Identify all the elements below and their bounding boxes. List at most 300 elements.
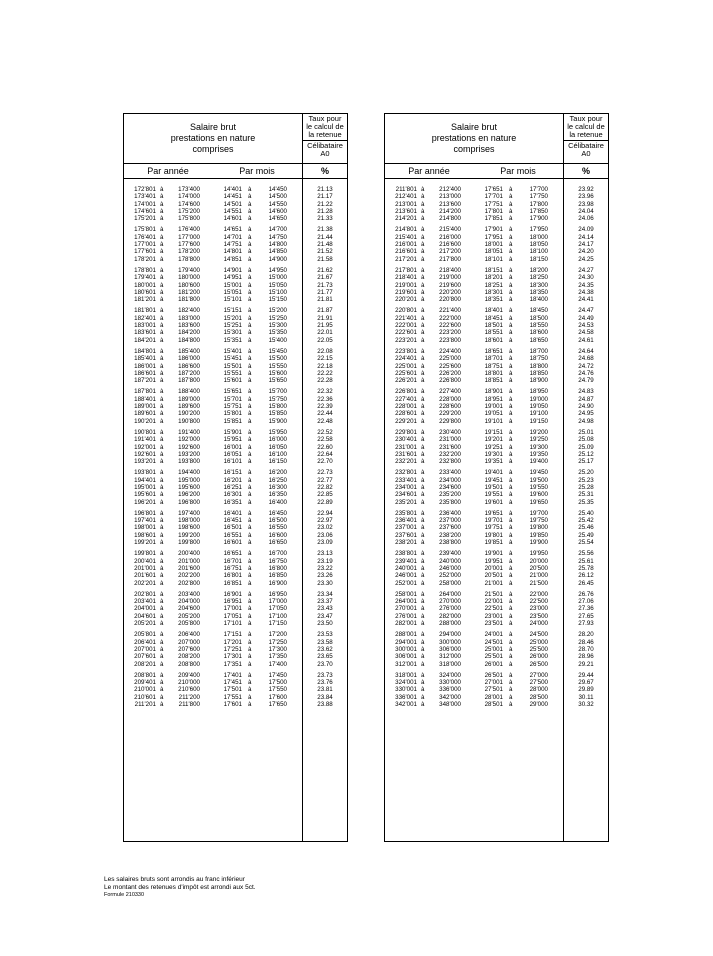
month-connector: à [248,200,252,208]
year-to: 204'600 [178,605,200,613]
year-connector: à [421,483,425,491]
month-to: 18'950 [529,388,548,396]
year-from: 222'001 [395,322,417,330]
month-from: 19'701 [484,517,503,525]
month-from: 15'001 [223,281,242,289]
month-from: 17'251 [223,645,242,653]
year-connector: à [421,388,425,396]
table-row [124,429,347,436]
year-to: 183'600 [178,322,200,330]
rate-value: 21.73 [317,281,333,289]
rate-header-line2: le calcul de [567,122,605,131]
month-from: 19'301 [484,450,503,458]
month-from: 16'601 [223,539,242,547]
table-row [385,329,608,336]
month-to: 16'400 [268,498,287,506]
year-to: 217'200 [439,248,461,256]
year-from: 180'001 [134,281,156,289]
table-row [124,565,347,572]
month-to: 15'450 [268,347,287,355]
table-row [124,282,347,289]
month-from: 16'301 [223,491,242,499]
rate-value: 25.35 [578,498,594,506]
table-row [385,370,608,377]
year-connector: à [421,598,425,606]
table-row [385,186,608,193]
month-from: 21'501 [484,590,503,598]
year-from: 186'001 [134,362,156,370]
table-row [124,274,347,281]
col-header-year: Par année [147,166,189,176]
month-connector: à [248,557,252,565]
rate-value: 23.02 [317,524,333,532]
month-from: 24'001 [484,631,503,639]
month-to: 17'200 [268,631,287,639]
month-to: 17'300 [268,645,287,653]
year-from: 198'601 [134,531,156,539]
rate-value: 22.82 [317,483,333,491]
year-connector: à [160,653,164,661]
year-connector: à [421,377,425,385]
month-from: 17'601 [223,701,242,708]
year-from: 216'001 [395,241,417,249]
month-to: 18'550 [529,322,548,330]
year-from: 188'401 [134,395,156,403]
year-to: 201'600 [178,564,200,572]
month-to: 17'000 [268,598,287,606]
month-from: 18'351 [484,296,503,304]
year-to: 219'600 [439,281,461,289]
rate-value: 24.47 [578,307,594,315]
year-from: 204'001 [134,605,156,613]
year-connector: à [421,458,425,466]
table-row [385,517,608,524]
year-to: 228'000 [439,395,461,403]
rate-header-line3: la retenue [569,130,603,139]
year-from: 300'001 [395,645,417,653]
row-group [124,348,347,384]
rate-value: 24.25 [578,255,594,263]
table-row [385,388,608,395]
year-to: 218'400 [439,266,461,274]
month-from: 15'501 [223,362,242,370]
month-from: 15'901 [223,428,242,436]
month-from: 14'601 [223,215,242,223]
year-to: 330'000 [439,679,461,687]
year-from: 189'001 [134,403,156,411]
rate-value: 23.50 [317,620,333,628]
year-to: 216'000 [439,233,461,241]
rate-value: 21.28 [317,207,333,215]
year-from: 211'201 [134,701,156,708]
year-connector: à [421,347,425,355]
year-connector: à [160,612,164,620]
month-connector: à [248,443,252,451]
table-row [385,226,608,233]
year-from: 187'201 [134,377,156,385]
month-from: 16'001 [223,443,242,451]
month-connector: à [248,403,252,411]
year-to: 206'400 [178,631,200,639]
row-group [124,429,347,465]
year-connector: à [421,605,425,613]
row-group [124,469,347,505]
month-from: 15'951 [223,436,242,444]
year-from: 217'201 [395,255,417,263]
rate-header [303,115,347,158]
year-from: 199'201 [134,539,156,547]
month-connector: à [509,388,513,396]
year-to: 180'000 [178,274,200,282]
month-from: 22'501 [484,605,503,613]
year-to: 201'000 [178,557,200,565]
year-connector: à [421,200,425,208]
rate-value: 22.73 [317,469,333,477]
year-connector: à [160,686,164,694]
month-from: 23'001 [484,612,503,620]
year-connector: à [160,693,164,701]
month-connector: à [509,638,513,646]
table-row [385,274,608,281]
month-to: 16'300 [268,483,287,491]
rate-value: 24.72 [578,362,594,370]
table-row [385,620,608,627]
year-connector: à [160,550,164,558]
rate-value: 24.49 [578,314,594,322]
rate-value: 25.17 [578,458,594,466]
rate-value: 22.08 [317,347,333,355]
month-from: 15'251 [223,322,242,330]
year-from: 192'001 [134,443,156,451]
year-to: 185'400 [178,347,200,355]
year-connector: à [421,564,425,572]
table-row [385,396,608,403]
year-connector: à [160,395,164,403]
month-connector: à [509,307,513,315]
table-row [124,410,347,417]
table-row [385,307,608,314]
table-row [385,558,608,565]
month-to: 29'000 [529,701,548,708]
rate-value: 21.17 [317,193,333,201]
rate-value: 24.30 [578,274,594,282]
month-connector: à [248,660,252,668]
rate-value: 23.13 [317,550,333,558]
month-to: 18'250 [529,274,548,282]
month-to: 15'800 [268,403,287,411]
month-connector: à [248,388,252,396]
year-from: 175'201 [134,215,156,223]
year-connector: à [421,509,425,517]
month-from: 16'551 [223,531,242,539]
year-from: 178'201 [134,255,156,263]
month-from: 15'851 [223,417,242,425]
year-to: 226'800 [439,377,461,385]
year-connector: à [421,233,425,241]
month-from: 19'051 [484,410,503,418]
month-to: 14'850 [268,248,287,256]
table-row [124,451,347,458]
row-group [385,307,608,343]
rate-value: 21.58 [317,255,333,263]
year-from: 185'401 [134,355,156,363]
month-to: 21'000 [529,572,548,580]
year-from: 312'001 [395,660,417,668]
year-connector: à [160,443,164,451]
year-from: 219'601 [395,288,417,296]
month-connector: à [509,598,513,606]
tax-table-right [384,113,609,842]
footer-rounding-salary: Les salaires bruts sont arrondis au franc inférieur [104,876,245,883]
year-to: 342'000 [439,693,461,701]
month-to: 19'750 [529,517,548,525]
year-connector: à [160,605,164,613]
year-connector: à [160,403,164,411]
table-row [385,348,608,355]
month-connector: à [248,450,252,458]
month-to: 17'150 [268,620,287,628]
year-to: 207'000 [178,638,200,646]
year-to: 225'600 [439,362,461,370]
year-connector: à [421,450,425,458]
year-from: 194'401 [134,476,156,484]
year-connector: à [160,539,164,547]
year-connector: à [160,450,164,458]
row-group [124,510,347,546]
year-from: 330'001 [395,686,417,694]
year-to: 204'000 [178,598,200,606]
month-from: 16'351 [223,498,242,506]
rate-value: 22.60 [317,443,333,451]
month-from: 17'301 [223,653,242,661]
year-from: 196'201 [134,498,156,506]
month-connector: à [248,693,252,701]
month-connector: à [509,450,513,458]
table-row [385,377,608,384]
month-to: 18'350 [529,288,548,296]
table-row [124,348,347,355]
year-to: 217'800 [439,255,461,263]
rate-header-line2: le calcul de [306,122,344,131]
year-to: 238'200 [439,531,461,539]
row-group [124,186,347,222]
year-connector: à [160,362,164,370]
month-to: 19'400 [529,458,548,466]
month-from: 18'201 [484,274,503,282]
year-to: 240'000 [439,557,461,565]
month-connector: à [248,631,252,639]
row-group [385,591,608,627]
month-connector: à [248,207,252,215]
year-from: 238'201 [395,539,417,547]
table-row [124,307,347,314]
rate-header [564,115,608,158]
rate-value: 23.53 [317,631,333,639]
month-connector: à [248,509,252,517]
row-group [385,429,608,465]
month-connector: à [509,336,513,344]
month-to: 16'250 [268,476,287,484]
year-from: 175'801 [134,226,156,234]
row-group [385,469,608,505]
year-from: 229'201 [395,417,417,425]
year-to: 222'000 [439,314,461,322]
year-to: 180'600 [178,281,200,289]
year-to: 198'600 [178,524,200,532]
year-connector: à [160,531,164,539]
year-from: 228'001 [395,403,417,411]
rate-value: 23.92 [578,186,594,193]
rate-value: 22.97 [317,517,333,525]
month-connector: à [509,590,513,598]
year-from: 232'201 [395,458,417,466]
month-connector: à [248,638,252,646]
rate-value: 23.65 [317,653,333,661]
year-from: 202'201 [134,579,156,587]
month-connector: à [509,355,513,363]
table-row [385,539,608,546]
rate-value: 25.54 [578,539,594,547]
month-connector: à [248,598,252,606]
month-from: 19'801 [484,531,503,539]
month-from: 17'501 [223,686,242,694]
year-from: 276'001 [395,612,417,620]
year-connector: à [421,531,425,539]
rate-value: 22.94 [317,509,333,517]
year-connector: à [160,322,164,330]
year-to: 177'000 [178,233,200,241]
year-from: 236'401 [395,517,417,525]
year-from: 223'801 [395,347,417,355]
table-row [385,282,608,289]
year-from: 237'601 [395,531,417,539]
table-row [385,289,608,296]
year-connector: à [160,491,164,499]
rate-value: 23.47 [317,612,333,620]
month-connector: à [248,498,252,506]
month-to: 19'550 [529,483,548,491]
month-connector: à [248,458,252,466]
month-connector: à [509,660,513,668]
month-connector: à [248,572,252,580]
rate-value: 23.70 [317,660,333,668]
year-connector: à [160,620,164,628]
month-to: 18'200 [529,266,548,274]
row-group [385,672,608,708]
year-to: 174'600 [178,200,200,208]
rate-value: 21.81 [317,296,333,304]
month-from: 17'401 [223,671,242,679]
rate-value: 25.12 [578,450,594,458]
table-row [124,510,347,517]
rate-value: 22.39 [317,403,333,411]
rate-value: 21.22 [317,200,333,208]
month-from: 18'601 [484,336,503,344]
month-connector: à [509,436,513,444]
year-to: 177'600 [178,241,200,249]
table-row [124,377,347,384]
year-from: 187'801 [134,388,156,396]
month-to: 18'800 [529,362,548,370]
month-to: 15'500 [268,355,287,363]
table-row [124,322,347,329]
year-from: 195'601 [134,491,156,499]
rate-value: 25.31 [578,491,594,499]
year-connector: à [421,417,425,425]
month-from: 18'751 [484,362,503,370]
month-to: 15'150 [268,296,287,304]
year-from: 225'601 [395,369,417,377]
year-to: 336'000 [439,686,461,694]
year-from: 227'401 [395,395,417,403]
year-from: 217'801 [395,266,417,274]
table-row [124,388,347,395]
month-connector: à [509,377,513,385]
year-from: 226'201 [395,377,417,385]
row-group [124,267,347,303]
month-from: 14'951 [223,274,242,282]
rate-value: 21.52 [317,248,333,256]
table-row [124,672,347,679]
year-to: 209'400 [178,671,200,679]
month-from: 20'001 [484,564,503,572]
month-from: 16'851 [223,579,242,587]
month-to: 20'500 [529,564,548,572]
year-connector: à [160,336,164,344]
month-from: 18'401 [484,307,503,315]
month-connector: à [509,281,513,289]
month-from: 19'201 [484,436,503,444]
month-to: 16'450 [268,509,287,517]
year-connector: à [160,417,164,425]
table-row [124,370,347,377]
table-row [124,572,347,579]
month-from: 17'101 [223,620,242,628]
year-to: 202'800 [178,579,200,587]
month-from: 16'101 [223,458,242,466]
rate-value: 23.26 [317,572,333,580]
month-connector: à [509,620,513,628]
year-connector: à [160,564,164,572]
rate-value: 25.61 [578,557,594,565]
year-to: 208'200 [178,653,200,661]
month-connector: à [248,417,252,425]
month-connector: à [509,233,513,241]
month-from: 26'001 [484,660,503,668]
month-to: 18'100 [529,248,548,256]
month-to: 17'050 [268,605,287,613]
year-from: 199'801 [134,550,156,558]
year-connector: à [421,329,425,337]
year-to: 181'800 [178,296,200,304]
month-from: 19'901 [484,550,503,558]
rate-value: 25.46 [578,524,594,532]
month-to: 26'500 [529,660,548,668]
rate-header-line3: la retenue [308,130,342,139]
month-connector: à [248,517,252,525]
month-from: 17'351 [223,660,242,668]
year-to: 190'200 [178,410,200,418]
month-connector: à [248,410,252,418]
rate-value: 22.05 [317,336,333,344]
table-row [124,256,347,263]
year-from: 179'401 [134,274,156,282]
rate-value: 23.43 [317,605,333,613]
row-group [124,631,347,667]
month-to: 28'500 [529,693,548,701]
month-to: 14'500 [268,193,287,201]
table-row [124,296,347,303]
